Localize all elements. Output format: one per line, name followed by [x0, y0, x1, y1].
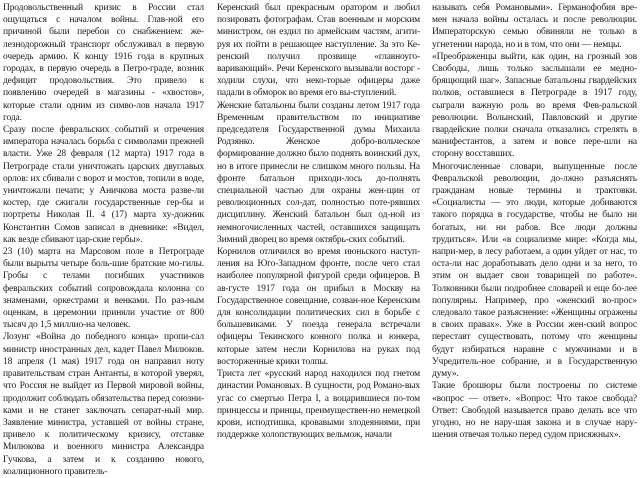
paragraph: Корнилов отличился во время июньского наступ-ления на Юго-Западном фронте, после чего стал наиболее популярной фигурой среди офицеров. В ав-густе 1917 года он прибыл в Москву на Государственное совещание, созван-ное Керенским для консолидации политических сил в борьбе с большевиками. У поезда генерала встречали офицеры Текинского конного полка и юнкера, которые затем несли Корнилова на руках под восторженные крики толпы. [217, 247, 420, 367]
paragraph: Триста лет «русский народ находился под гнетом династии Романовых. В сущности, род Романо-вых угас со смертью Петра I, а воцарившиеся по-том принцессы и принцы, преимуществен-но немецкой крови, исподтишка, кровавыми злодеяниями, при поддержке холопствующих вельмож, начали [217, 369, 420, 441]
paragraph: Продовольственный кризис в России стал ощущаться с началом войны. Глав-ной его причиной были перебои со снабжением: же-лезнодорожный транспорт обслуживал в первую очередь армию. К концу 1916 года в крупных городах, в первую очередь в Петро-граде, возник дефицит продовольствия. Это привело к появлению очередей в магазины - «хвостов», которые стали одним из симво-лов начала 1917 года. [3, 3, 204, 123]
paragraph: Многочисленные словари, выпущенные после Февральской революции, до-лжно разъяснять гражданам новые термины и трактовки. «Социалисты — это люди, которые добиваются такого порядка в государстве, чтобы не было ни богатых, ни ни рабов. Все люди должны трудиться». Или «в социализме мире: «Когда мы, напри-мер, в лесу работаем, а один уйдет от нас, то оста-ли нас доработывать дело одни и за него, то этим он выдает свои товарищей по работе». Толковники были подробнее словарей и еще бо-лее популярны. Например, про «женский во-прос» следовало такое разъяснение: «Женщины огражены в своих правах». Уже в России жен-ский вопрос переставт существовать, потому что женщины будут избираться наравне с мужчинами и в Учредитель-ное собрание, и в Государственную думу». [432, 161, 637, 380]
text-column-1 [3, 2, 204, 478]
paragraph: Лозунг «Война до победного конца» пропи-сал министр иностранных дел, кадет Павел Милюков. 18 апреля (1 мая) 1917 года он направил ноту правительствам стран Антанты, в которой уверял, что Россия не выйдет из Первой мировой войны, продолжит соблюдать обязательства перед союзни-ками и не станет заключать сепарат-ный мир. Заявление министра, уставшей от войны стране, привело к политическому кризису, отставке Милюкова и военного министра Александра Гучкова, а затем и к созданию нового, коалиционного правитель- [3, 332, 204, 477]
paragraph: Женские батальоны были созданы летом 1917 года Временным правительством по инициативе председателя Государственной думы Михаила Родзянко. Женское добро-вольческое формирование должно было поднять воинский дух, но в итоге принесли не слишком много пользы. На фронте батальон приходи-лось до-полнять специальной частью для охраны жен-щин от революционных сол-дат, полностью поте-рявших дисциплину. Женский батальон был од-ной из немногочисленных частей, оставшихся защищать Зимний дворец во время октябрь-ских событий. [217, 100, 420, 245]
paragraph: Керенский был прекрасным оратором и любил позировать фотографам. Став военным и морским министром, он ездил по армейским частям, агити-руя их пойти в решающее наступление. За это Ке-ренский получил прозвище «главноуго-варивающий». Речи Керенского вызывали восторг - ходили слухи, что неко-торые офицеры даже падали в обморок во время его вы-ступлений. [217, 3, 420, 99]
paragraph: Сразу после февральских событий и отречения императора началась борьба с символами прежней власти. Уже 28 февраля (12 марта) 1917 года в Петрограде стали уничтожать царских двуглавых орлов: их сбивали с ворот и мостов, топили в воде, уничтожали печати; у Аничкова моста разве-ли костер, где сжигали государственные гер-бы и портреты Николая II. 4 (17) марта ху-дожник Константин Сомов записал в дневнике: «Видел, как везде сбивают цар-ские гербы». [3, 125, 204, 245]
text-column-2 [217, 2, 420, 441]
paragraph: 23 (10) марта на Марсовом поле в Петрограде были вырыты четыре боль-шие братские мо-гилы. Гробы с телами погибших участников февральских событий сопровождала колонна со знаменами, оркестрами и венками. По раз-ным оценкам, в церемонии приняли участие от 800 тысяч до 1,5 миллио-на человек. [3, 247, 204, 331]
paragraph: называть себя Романовыми». Германофобия вре-мен начала войны осталась и после революции. Императорскую семью обвиняли не только в угнетении народа, но и в том, что они — немцы. [432, 3, 637, 50]
paragraph: «Преображенцы выйти, как один, на грозный зов Свободы, лишь только заслышали ее медно-брящющий шаг». Запасные батальоны гвардейских полков, оставшиеся в Петрограде в 1917 году, сыграли важную роль во время Фев-ральской революции. Волынский, Павловский и другие гвардейские полки сначала отказались стрелять в манифестантов, а затем и вовсе пере-шли на сторону восставших. [432, 51, 637, 160]
paragraph: Такие брошюры были построены по системе «вопрос — ответ». «Вопрос: Что такое свобода? Ответ: Свободой называется право делать все что угодно, но не нару-шая закона и в случае нару-шения отвечая только перед судом присяжных». [432, 381, 637, 441]
text-column-3 [432, 2, 637, 441]
